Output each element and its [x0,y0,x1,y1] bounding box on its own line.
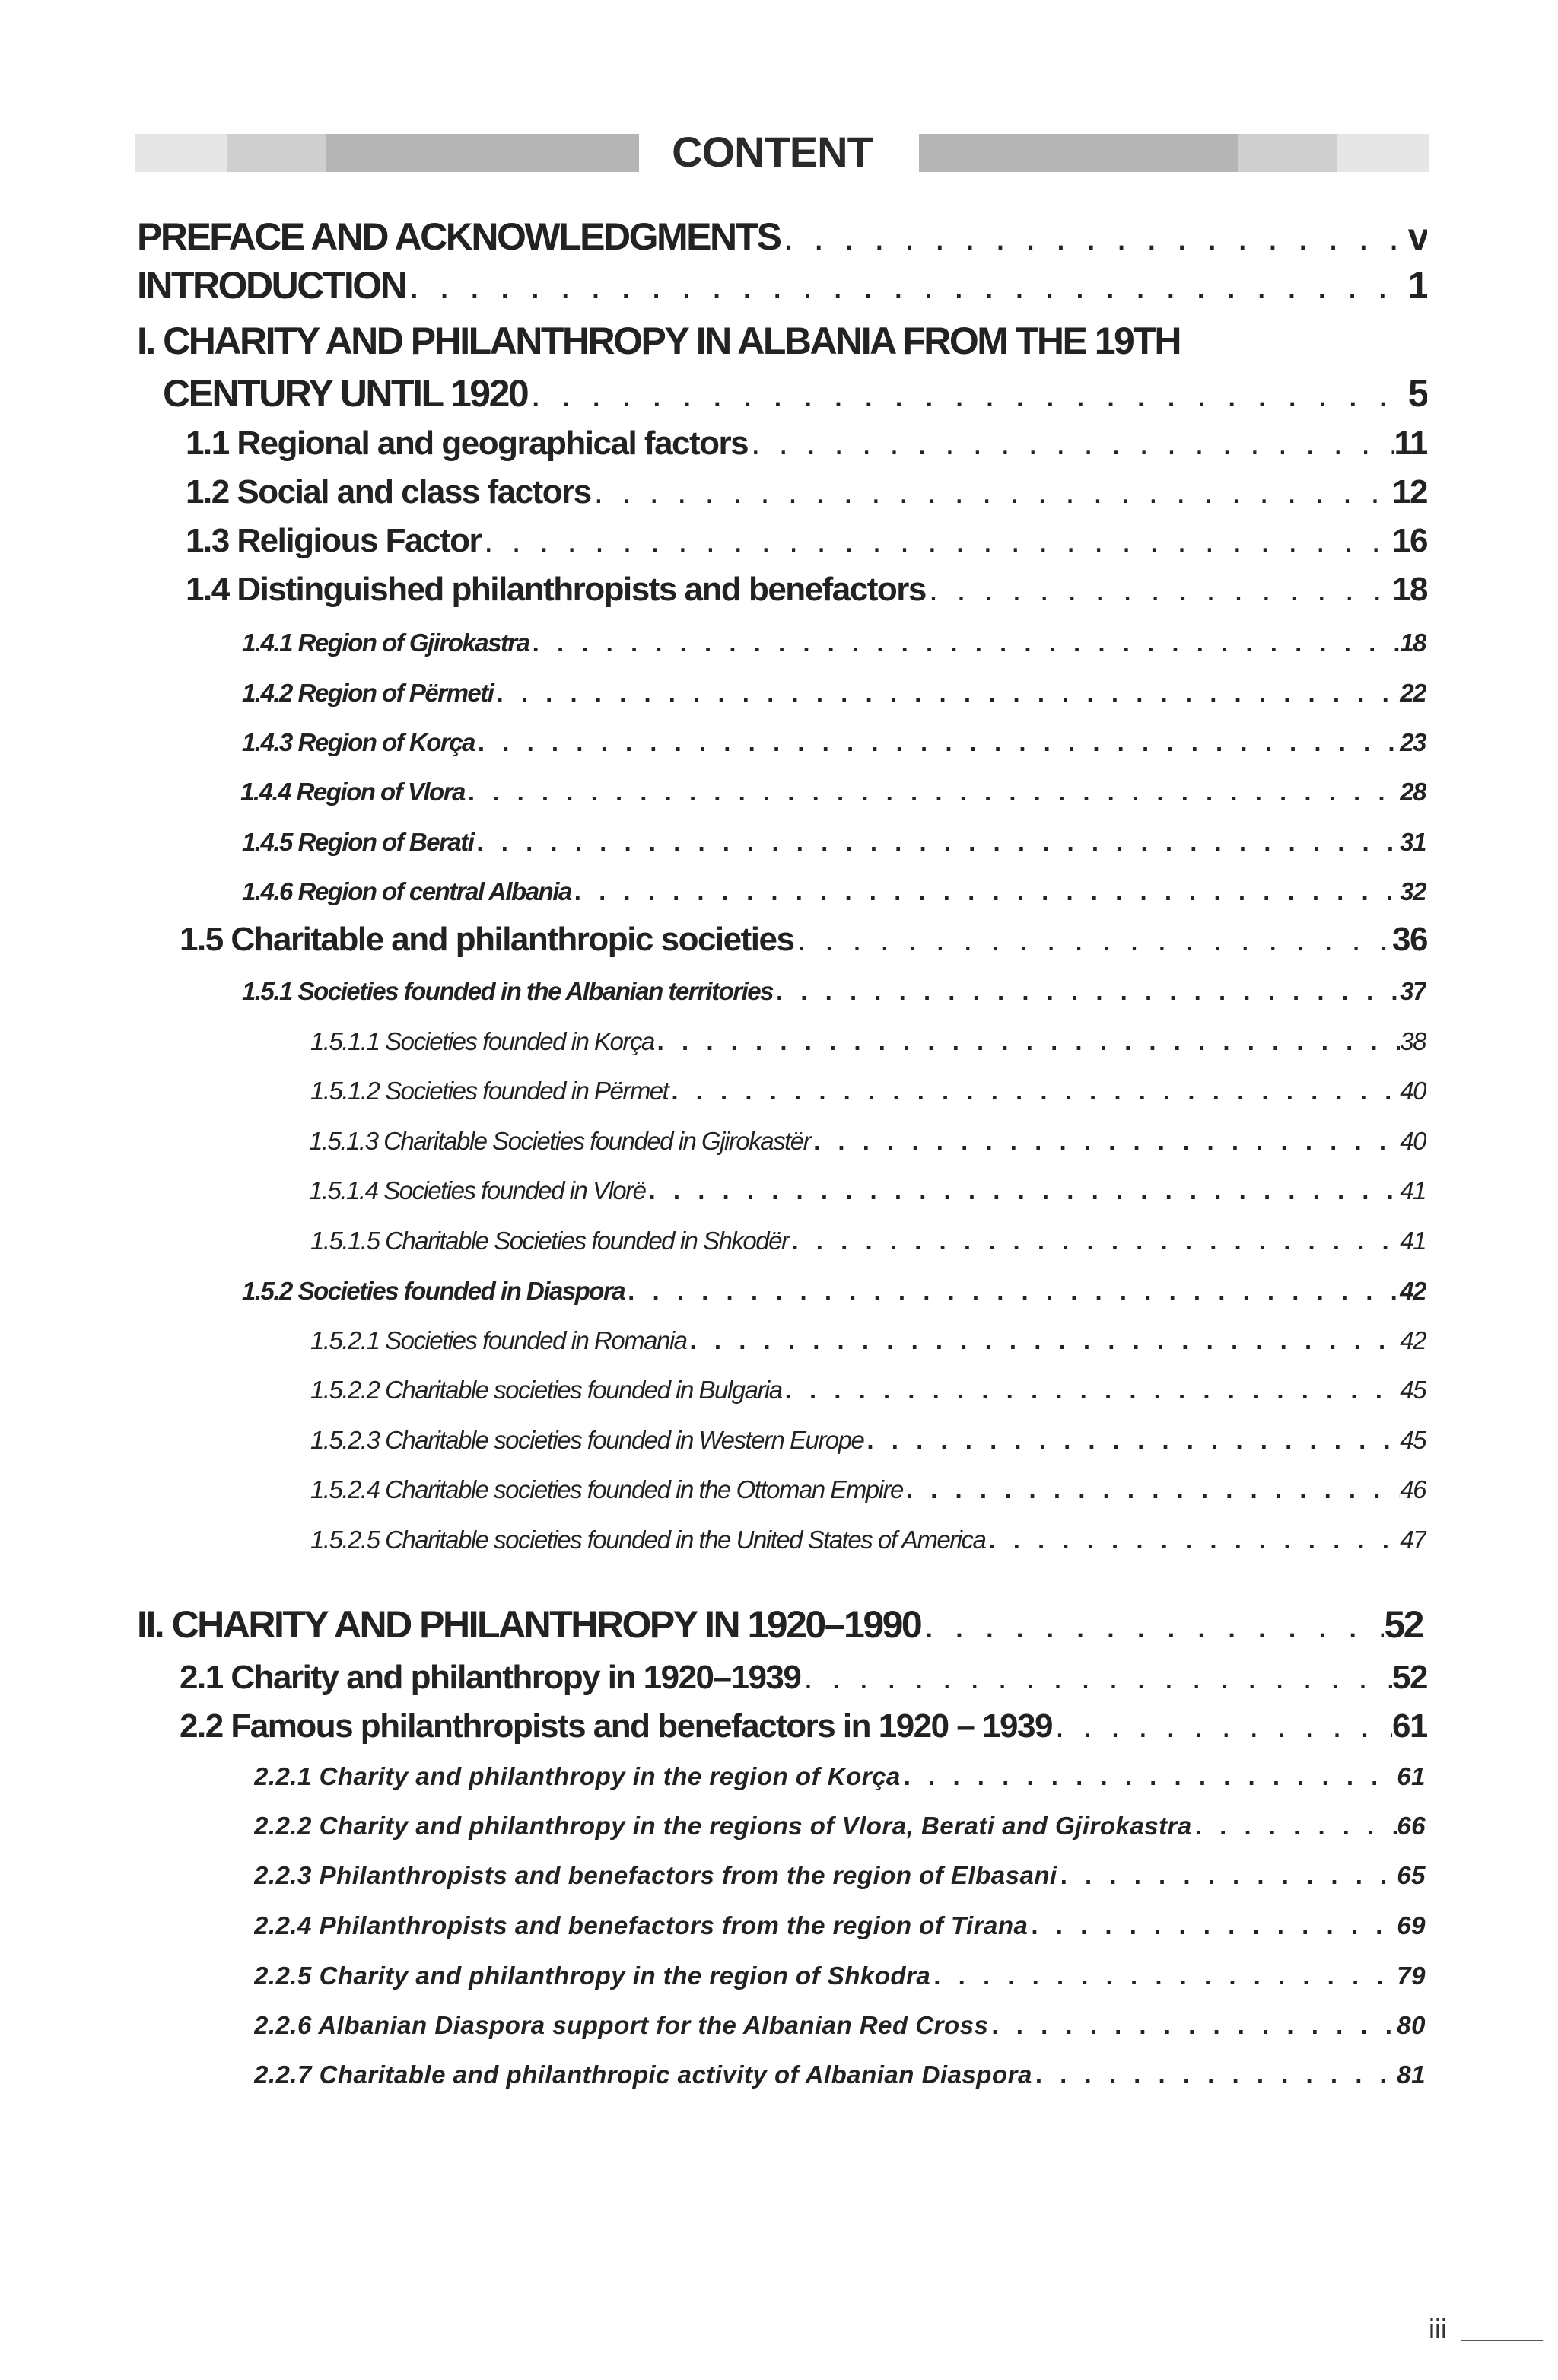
dot-leader [473,828,1400,857]
toc-entry-page: 28 [1400,778,1426,806]
dot-leader [800,1659,1392,1697]
toc-entry-page: 5 [1407,372,1427,415]
toc-entry-label: 1.5.1.3 Charitable Societies founded in Gjirokastër [309,1127,811,1155]
toc-entry-2-2-3[interactable] [254,1861,1426,1895]
dot-leader [1057,1861,1397,1890]
toc-entry-2-2-4[interactable] [254,1911,1426,1945]
toc-entry-label: 1.5.2.5 Charitable societies founded in the United States of America [310,1526,986,1554]
toc-entry-page: 22 [1400,679,1426,707]
toc-entry-label: 1.4 Distinguished philanthropists and benefactors [186,571,926,608]
toc-entry-label: 2.2.6 Albanian Diaspora support for the Albanian Red Cross [254,2011,989,2039]
toc-entry-1-5-1-5[interactable] [310,1227,1426,1260]
dot-leader [748,425,1394,463]
toc-entry-2-2-5[interactable] [254,1962,1426,1995]
dot-leader [571,877,1401,906]
toc-entry-page: 79 [1397,1962,1426,1990]
dot-leader [625,1277,1400,1306]
toc-entry-2-2[interactable] [180,1707,1427,1750]
page-number: iii [1429,2313,1447,2344]
dot-leader [901,1762,1397,1791]
toc-entry-page: 40 [1400,1127,1426,1155]
toc-entry-page: 47 [1400,1526,1426,1554]
toc-entry-1-4-5[interactable] [242,828,1426,861]
toc-entry-label: 2.2.4 Philanthropists and benefactors from the region of Tirana [254,1911,1029,1939]
toc-entry-1-4-3[interactable] [242,728,1426,762]
toc-entry-page: 31 [1400,828,1426,856]
dot-leader [985,1526,1400,1554]
toc-entry-page: 80 [1397,2011,1426,2039]
toc-entry-page: 81 [1397,2060,1426,2089]
toc-entry-page: 45 [1400,1376,1426,1404]
toc-entry-label: 1.5.1.5 Charitable Societies founded in Shkodër [310,1227,789,1255]
toc-entry-label: 2.2.7 Charitable and philanthropic activity of Albanian Diaspora [254,2060,1032,2089]
toc-entry-page: 65 [1397,1861,1426,1889]
toc-entry-page: 16 [1392,522,1427,559]
toc-entry-1-5-1[interactable] [242,977,1426,1010]
toc-entry-1-5-1-3[interactable] [309,1127,1426,1160]
dot-leader [788,1227,1400,1255]
toc-entry-label: 1.4.3 Region of Korça [242,728,475,756]
toc-entry-label: 1.5.2.3 Charitable societies founded in Western Europe [310,1426,864,1454]
dot-leader [591,473,1392,511]
toc-entry-1-5-2-4[interactable] [310,1475,1426,1509]
toc-entry-label: 2.1 Charity and philanthropy in 1920–1939 [180,1659,801,1696]
toc-entry-page: 18 [1392,571,1427,608]
dot-leader [782,1376,1401,1405]
dot-leader [527,371,1407,415]
dot-leader [668,1077,1400,1106]
dot-leader [405,263,1407,307]
page-title: CONTENT [639,128,905,177]
toc-entry-label: 1.4.5 Region of Berati [242,828,474,856]
toc-entry-label: 1.5.1 Societies founded in the Albanian territories [242,977,773,1005]
toc-entry-label: 1.3 Religious Factor [186,522,482,559]
dot-leader [1192,1812,1397,1841]
toc-entry-2-2-7[interactable] [254,2060,1426,2094]
toc-entry-label: CENTURY UNTIL 1920 [163,372,528,415]
toc-entry-label: II. CHARITY AND PHILANTHROPY IN 1920–1990 [137,1603,921,1646]
toc-entry-1-5-1-4[interactable] [309,1176,1426,1210]
dot-leader [988,2011,1397,2040]
toc-entry-page: 42 [1400,1326,1426,1354]
toc-entry-page: 37 [1400,977,1426,1005]
toc-entry-1-4-6[interactable] [242,877,1426,911]
toc-entry-1-5-2-5[interactable] [310,1526,1426,1559]
dot-leader [687,1326,1401,1355]
toc-entry-1-5-2-1[interactable] [310,1326,1426,1360]
toc-entry-label: 1.5.2.2 Charitable societies founded in Bulgaria [310,1376,782,1404]
dot-leader [529,628,1401,657]
toc-entry-page: 52 [1384,1603,1423,1646]
dot-leader [926,571,1392,609]
toc-entry-page: 45 [1400,1426,1426,1454]
band-segment [1238,134,1337,172]
toc-entry-2-2-2[interactable] [254,1812,1426,1845]
dot-leader [903,1475,1400,1504]
toc-entry-label: 1.5 Charitable and philanthropic societies [180,921,794,958]
toc-entry-label: 2.2.1 Charity and philanthropy in the region of Korça [254,1762,901,1790]
dot-leader [863,1426,1400,1455]
toc-entry-1-3[interactable] [186,522,1427,565]
dot-leader [646,1176,1401,1205]
dot-leader [465,778,1400,807]
toc-entry-page: 32 [1400,877,1426,905]
toc-entry-1-1[interactable] [186,425,1427,467]
toc-entry-1-5-1-1[interactable] [310,1027,1426,1061]
dot-leader [1032,2060,1397,2089]
band-segment [919,134,1238,172]
toc-entry-label: 1.5.1.4 Societies founded in Vlorë [309,1176,646,1204]
toc-entry-page: 69 [1397,1911,1426,1939]
toc-entry-1-5-1-2[interactable] [310,1077,1426,1110]
toc-entry-label: INTRODUCTION [137,264,406,307]
toc-entry-page: 23 [1400,728,1426,756]
dot-leader [793,921,1392,959]
toc-entry-1-4-2[interactable] [242,679,1426,712]
toc-entry-page: 11 [1394,425,1427,462]
toc-entry-page: 38 [1400,1027,1426,1055]
toc-entry-label: PREFACE AND ACKNOWLEDGMENTS [137,215,781,258]
toc-entry-label: 2.2.2 Charity and philanthropy in the regions of Vlora, Berati and Gjirokastra [254,1812,1192,1840]
toc-entry-page: 66 [1397,1812,1426,1840]
dot-leader [1028,1911,1397,1940]
toc-entry-page: 61 [1392,1707,1427,1745]
toc-entry-label: 1.1 Regional and geographical factors [186,425,749,462]
toc-entry-1-4[interactable] [186,571,1427,613]
dot-leader [493,679,1400,708]
toc-entry-page: 46 [1400,1475,1426,1503]
dot-leader [773,977,1400,1006]
toc-entry-2-1[interactable] [180,1659,1427,1701]
toc-entry-label: 2.2.5 Charity and philanthropy in the region of Shkodra [254,1962,931,1990]
dot-leader [481,522,1392,560]
toc-entry-label: 1.5.2 Societies founded in Diaspora [242,1277,625,1305]
dot-leader [475,728,1400,757]
toc-entry-chapter2[interactable] [137,1602,1423,1651]
chapter1-heading-line1[interactable]: I. CHARITY AND PHILANTHROPY IN ALBANIA FROM THE 19TH [137,320,1180,362]
toc-entry-label: 1.5.2.1 Societies founded in Romania [310,1326,687,1354]
toc-entry-introduction[interactable] [137,263,1427,312]
dot-leader [930,1962,1397,1990]
toc-entry-page: 42 [1400,1277,1426,1305]
toc-entry-label: 1.4.4 Region of Vlora [240,778,465,806]
dot-leader [920,1602,1384,1647]
toc-entry-page: 41 [1400,1227,1426,1255]
toc-entry-page: 52 [1392,1659,1427,1696]
band-segment [135,134,227,172]
toc-entry-label: 1.5.1.2 Societies founded in Përmet [310,1077,669,1105]
toc-entry-label: 1.4.2 Region of Përmeti [242,679,494,707]
toc-entry-page: v [1407,215,1427,258]
toc-entry-label: 2.2.3 Philanthropists and benefactors from the region of Elbasani [254,1861,1057,1889]
toc-entry-label: 1.4.1 Region of Gjirokastra [242,628,529,657]
toc-entry-1-2[interactable] [186,473,1427,516]
toc-entry-page: 12 [1392,473,1427,511]
toc-entry-page: 18 [1400,628,1426,657]
toc-entry-1-4-1[interactable] [242,628,1426,662]
toc-entry-label: 2.2 Famous philanthropists and benefactors in 1920 – 1939 [180,1707,1052,1745]
toc-entry-preface[interactable] [137,215,1427,263]
dot-leader [654,1027,1401,1056]
toc-entry-page: 61 [1397,1762,1426,1790]
toc-entry-page: 40 [1400,1077,1426,1105]
toc-entry-page: 36 [1392,921,1427,958]
toc-entry-1-5-2-3[interactable] [310,1426,1426,1459]
toc-entry-1-5-2[interactable] [242,1277,1426,1310]
toc-entry-chapter1[interactable] [163,371,1427,420]
toc-entry-label: 1.4.6 Region of central Albania [242,877,571,905]
toc-entry-1-5-2-2[interactable] [310,1376,1426,1409]
toc-entry-label: 1.2 Social and class factors [186,473,591,511]
dot-leader [780,215,1407,259]
folio-rule [1461,2340,1543,2341]
toc-entry-2-2-1[interactable] [254,1762,1426,1796]
toc-entry-label: 1.5.2.4 Charitable societies founded in the Ottoman Empire [310,1475,903,1503]
toc-entry-label: 1.5.1.1 Societies founded in Korça [310,1027,654,1055]
band-segment [1337,134,1429,172]
band-segment [227,134,326,172]
dot-leader [1052,1707,1392,1745]
toc-entry-1-4-4[interactable] [240,778,1426,811]
dot-leader [810,1127,1400,1156]
toc-entry-2-2-6[interactable] [254,2011,1426,2044]
toc-entry-1-5[interactable] [180,921,1427,963]
toc-entry-page: 1 [1407,264,1427,307]
toc-entry-page: 41 [1400,1176,1426,1204]
